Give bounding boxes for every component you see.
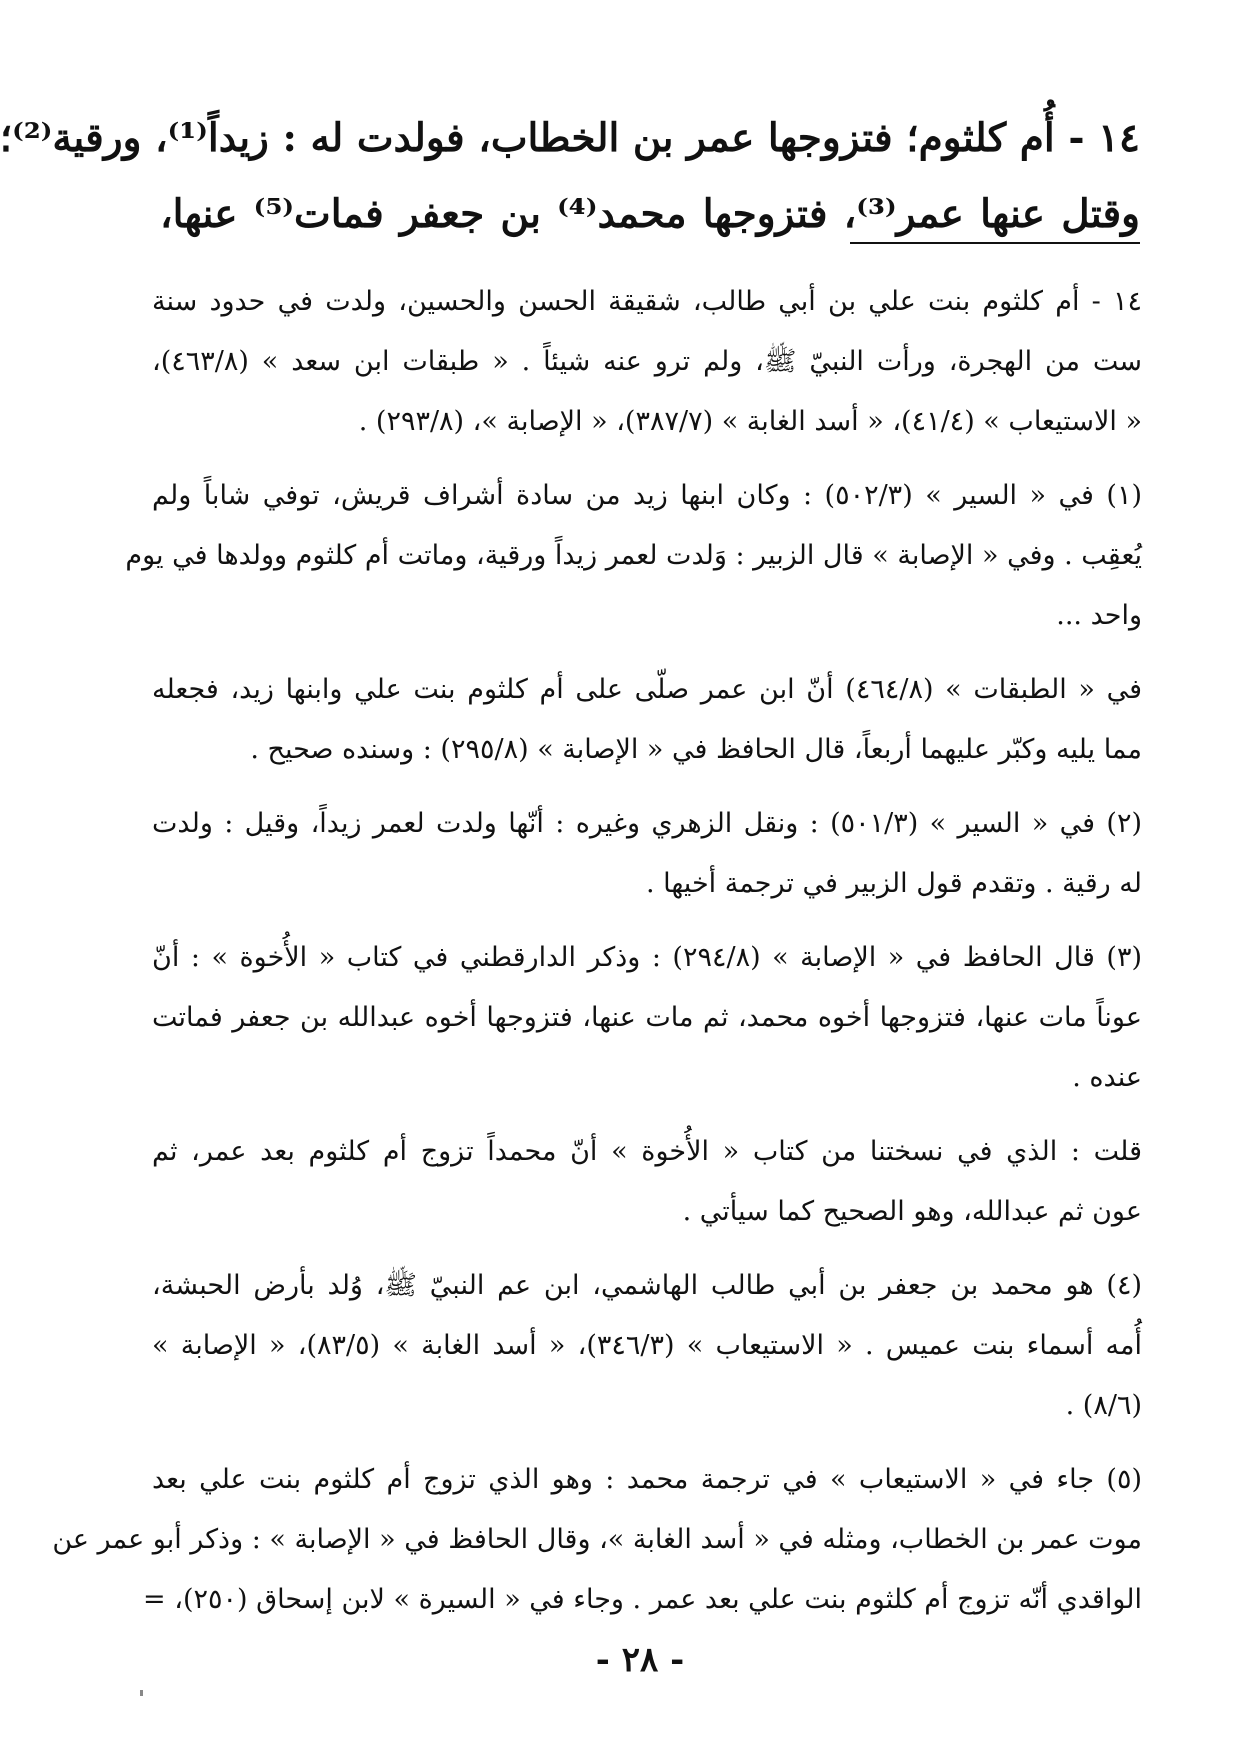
main-text-block (0, 100, 1141, 252)
footnote-line: (٥) جاء في « الاستيعاب » في ترجمة محمد : وهو الذي تزوج أم كلثوم بنت علي بعد (152, 1464, 1142, 1495)
footnote-line: ١٤ - أم كلثوم بنت علي بن أبي طالب، شقيقة الحسن والحسين، ولدت في حدود سنة (152, 286, 1142, 317)
footnote-line: « الاستيعاب » (٤١/٤)، « أسد الغابة » (٣٨٧/٧)، « الإصابة »، (٢٩٣/٨) . (358, 406, 1142, 437)
footnote-line: الواقدي أنّه تزوج أم كلثوم بنت علي بعد عمر . وجاء في « السيرة » لابن إسحاق (٢٥٠)، = (143, 1584, 1142, 1615)
footnotes-block (52, 272, 1143, 1630)
footnote-entry (152, 928, 1142, 1108)
main-text-line: وقتل عنها عمر⁽³⁾، فتزوجها محمد⁽⁴⁾ بن جعفر فمات⁽⁵⁾ عنها، (160, 191, 1141, 237)
footnote-line: عنده . (1072, 1062, 1142, 1093)
footnote-entry (152, 794, 1142, 914)
footnote-separator (850, 242, 1140, 244)
footnote-line: (١) في « السير » (٥٠٢/٣) : وكان ابنها زيد من سادة أشراف قريش، توفي شاباً ولم (152, 480, 1143, 511)
footnote-entry (152, 660, 1142, 780)
footnote-line: عون ثم عبدالله، وهو الصحيح كما سيأتي . (682, 1196, 1142, 1227)
footnote-line: (٢) في « السير » (٥٠١/٣) : ونقل الزهري وغيره : أنّها ولدت لعمر زيداً، وقيل : ولدت (152, 808, 1142, 839)
footnote-entry (152, 272, 1142, 452)
page-number: - ٢٨ - (595, 1640, 685, 1680)
footnote-entry (52, 1450, 1142, 1630)
footnote-line: (٨/٦) . (1065, 1390, 1142, 1421)
footnote-line: ست من الهجرة، ورأت النبيّ ﷺ، ولم ترو عنه شيئاً . « طبقات ابن سعد » (٤٦٣/٨)، (152, 346, 1142, 377)
footnote-line: أُمه أسماء بنت عميس . « الاستيعاب » (٣٤٦/٣)، « أسد الغابة » (٨٣/٥)، « الإصابة » (152, 1330, 1142, 1361)
footnote-line: (٤) هو محمد بن جعفر بن أبي طالب الهاشمي، ابن عم النبيّ ﷺ، وُلد بأرض الحبشة، (152, 1270, 1142, 1301)
footnote-line: (٣) قال الحافظ في « الإصابة » (٢٩٤/٨) : وذكر الدارقطني في كتاب « الأُخوة » : أنّ (152, 942, 1143, 973)
footnote-line: له رقية . وتقدم قول الزبير في ترجمة أخيها . (645, 868, 1142, 899)
footnote-line: عوناً مات عنها، فتزوجها أخوه محمد، ثم مات عنها، فتزوجها أخوه عبدالله بن جعفر فماتت (152, 1002, 1142, 1033)
footnote-entry (125, 466, 1143, 646)
scan-mark (140, 1690, 143, 1696)
footnote-line: قلت : الذي في نسختنا من كتاب « الأُخوة » أنّ محمداً تزوج أم كلثوم بعد عمر، ثم (152, 1136, 1142, 1167)
footnote-line: موت عمر بن الخطاب، ومثله في « أسد الغابة »، وقال الحافظ في « الإصابة » : وذكر أبو عمر عن (52, 1524, 1142, 1555)
footnote-line: واحد ... (1056, 600, 1142, 631)
main-text-line: ١٤ - أُم كلثوم؛ فتزوجها عمر بن الخطاب، فولدت له : زيداً⁽¹⁾، ورقية⁽²⁾؛ (0, 115, 1140, 161)
footnote-line: مما يليه وكبّر عليهما أربعاً، قال الحافظ في « الإصابة » (٢٩٥/٨) : وسنده صحيح . (250, 734, 1142, 765)
footnote-entry (152, 1256, 1142, 1436)
footnote-line: يُعقِب . وفي « الإصابة » قال الزبير : وَلدت لعمر زيداً ورقية، وماتت أم كلثوم وولدها في يوم (125, 540, 1142, 571)
footnote-line: في « الطبقات » (٤٦٤/٨) أنّ ابن عمر صلّى على أم كلثوم بنت علي وابنها زيد، فجعله (152, 674, 1143, 705)
footnote-entry (152, 1122, 1142, 1242)
